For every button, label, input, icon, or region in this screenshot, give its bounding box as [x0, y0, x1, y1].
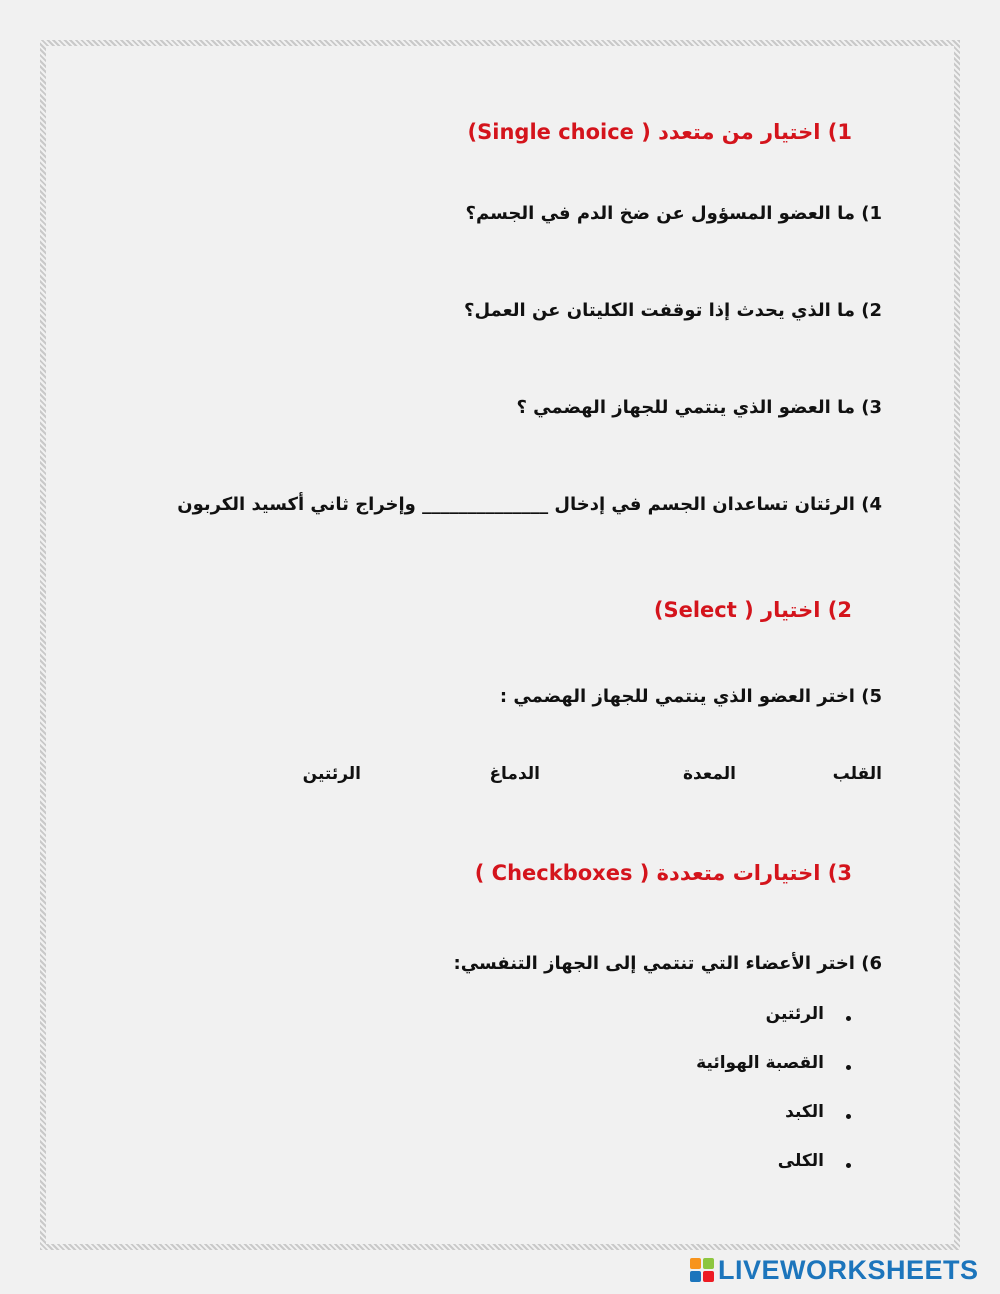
select-option-lungs[interactable]: الرئتين [302, 764, 361, 784]
question-6: 6) اختر الأعضاء التي تنتمي إلى الجهاز التنفسي: [453, 953, 882, 974]
question-4: 4) الرئتان تساعدان الجسم في إدخال ______________ وإخراج ثاني أكسيد الكربون [177, 494, 882, 515]
question-5: 5) اختر العضو الذي ينتمي للجهاز الهضمي : [499, 686, 882, 707]
question-3: 3) ما العضو الذي ينتمي للجهاز الهضمي ؟ [516, 397, 882, 418]
checkbox-option-kidneys[interactable]: الكلى [777, 1151, 824, 1171]
select-option-brain[interactable]: الدماغ [489, 764, 540, 784]
checkbox-option-trachea[interactable]: القصبة الهوائية [696, 1053, 824, 1073]
logo-text: LIVEWORKSHEETS [718, 1254, 979, 1285]
checkbox-option-liver[interactable]: الكبد [785, 1102, 824, 1122]
checkbox-option-lungs[interactable]: الرئتين [765, 1004, 824, 1024]
section-heading-select: 2) اختيار ( Select) [653, 598, 852, 622]
question-2: 2) ما الذي يحدث إذا توقفت الكليتان عن العمل؟ [464, 300, 882, 321]
bullet-icon [846, 1114, 851, 1119]
select-option-heart[interactable]: القلب [832, 764, 882, 784]
section-heading-checkboxes: 3) اختيارات متعددة ( Checkboxes ) [474, 861, 852, 885]
bullet-icon [846, 1163, 851, 1168]
select-option-stomach[interactable]: المعدة [682, 764, 736, 784]
logo-grid-icon [690, 1258, 714, 1282]
bullet-icon [846, 1016, 851, 1021]
question-1: 1) ما العضو المسؤول عن ضخ الدم في الجسم؟ [465, 203, 882, 224]
bullet-icon [846, 1065, 851, 1070]
section-heading-single-choice: 1) اختيار من متعدد ( Single choice) [467, 120, 852, 144]
liveworksheets-logo [690, 1255, 979, 1285]
